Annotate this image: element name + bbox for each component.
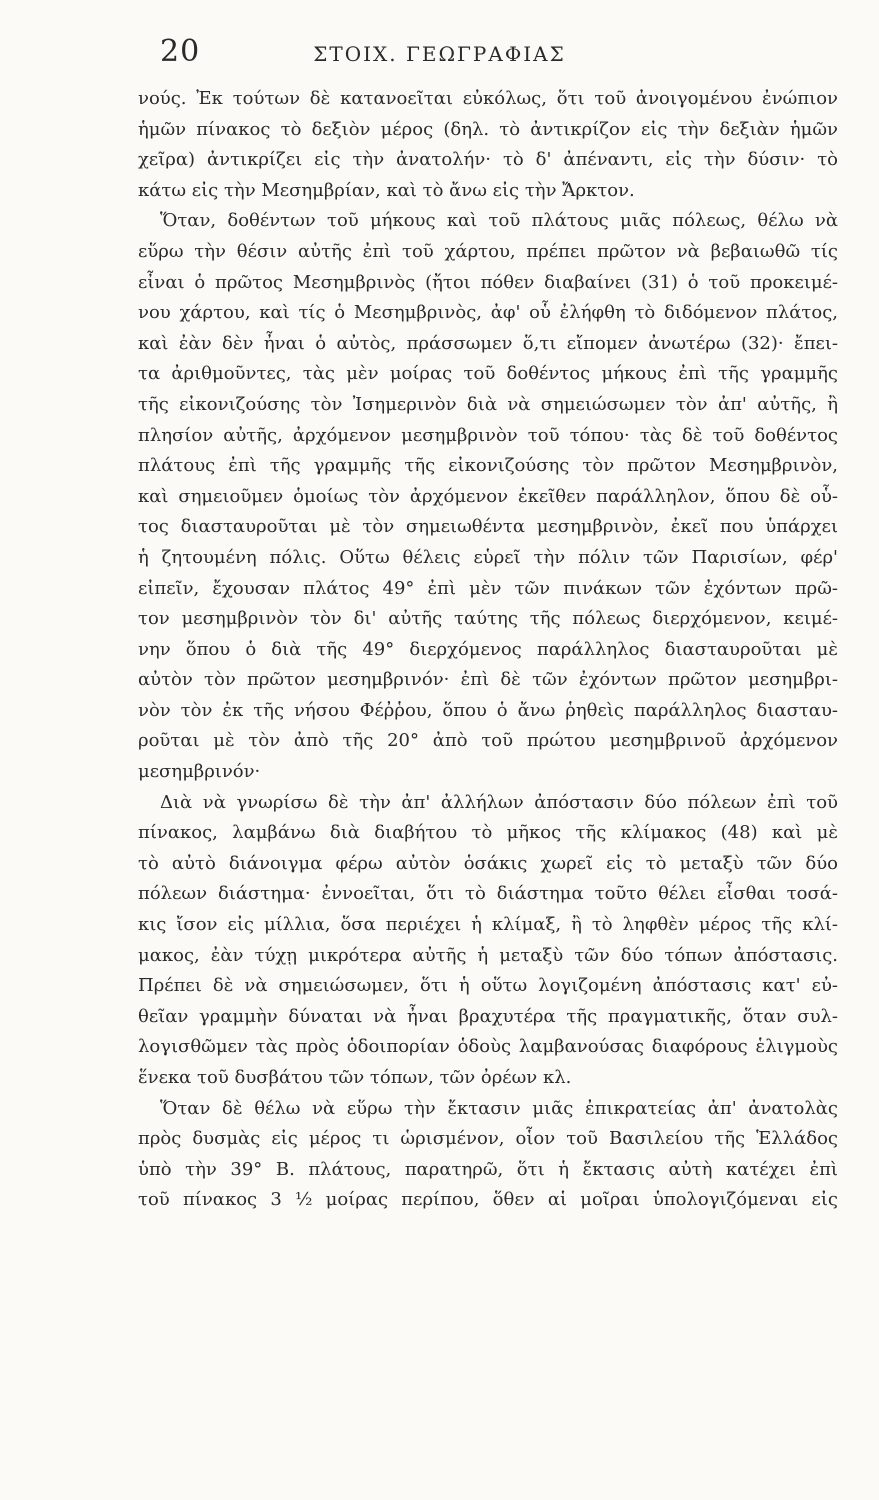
text-line: εὕρω τὴν θέσιν αὐτῆς ἐπὶ τοῦ χάρτου, πρέπει πρῶτον νὰ βεβαιωθῶ τίς	[138, 240, 838, 262]
text-line: πλησίον αὐτῆς, ἀρχόμενον μεσημβρινὸν τοῦ τόπου· τὰς δὲ τοῦ δοθέντος	[138, 424, 838, 446]
text-line: τῆς εἰκονιζούσης τὸν Ἰσημερινὸν διὰ νὰ σημειώσωμεν τὸν ἀπ' αὐτῆς, ἢ	[138, 393, 838, 415]
text-line: Ὅταν, δοθέντων τοῦ μήκους καὶ τοῦ πλάτους μιᾶς πόλεως, θέλω νὰ	[160, 210, 838, 232]
text-line: αὐτὸν τὸν πρῶτον μεσημβρινόν· ἐπὶ δὲ τῶν ἐχόντων πρῶτον μεσημβρι-	[138, 669, 838, 691]
text-line: τα ἀριθμοῦντες, τὰς μὲν μοίρας τοῦ δοθέντος μήκους ἐπὶ τῆς γραμμῆς	[138, 363, 838, 385]
text-line: νὸν τὸν ἐκ τῆς νήσου Φέῤῥου, ὅπου ὁ ἄνω ῥηθεὶς παράλληλος διασταυ-	[138, 699, 838, 721]
text-line: ἕνεκα τοῦ δυσβάτου τῶν τόπων, τῶν ὀρέων κλ.	[138, 1067, 572, 1088]
page-number: 20	[160, 34, 201, 69]
text-line: χεῖρα) ἀντικρίζει εἰς τὴν ἀνατολήν· τὸ δ' ἀπέναντι, εἰς τὴν δύσιν· τὸ	[138, 149, 838, 171]
text-line: κις ἴσον εἰς μίλλια, ὅσα περιέχει ἡ κλίμαξ, ἢ τὸ ληφθὲν μέρος τῆς κλί-	[138, 914, 838, 936]
text-line: ἡμῶν πίνακος τὸ δεξιὸν μέρος (δηλ. τὸ ἀντικρίζον εἰς τὴν δεξιὰν ἡμῶν	[138, 118, 838, 140]
text-line: πλάτους ἐπὶ τῆς γραμμῆς τῆς εἰκονιζούσης τὸν πρῶτον Μεσημβρινὸν,	[138, 455, 838, 477]
body-text	[138, 84, 838, 1216]
text-line: Πρέπει δὲ νὰ σημειώσωμεν, ὅτι ἡ οὕτω λογιζομένη ἀπόστασις κατ' εὐ-	[138, 975, 838, 997]
text-line: ροῦται μὲ τὸν ἀπὸ τῆς 20° ἀπὸ τοῦ πρώτου μεσημβρινοῦ ἀρχόμενον	[138, 730, 838, 752]
text-line: τὸ αὐτὸ διάνοιγμα φέρω αὐτὸν ὁσάκις χωρεῖ εἰς τὸ μεταξὺ τῶν δύο	[138, 852, 838, 874]
text-line: πόλεων διάστημα· ἐννοεῖται, ὅτι τὸ διάστημα τοῦτο θέλει εἶσθαι τοσά-	[138, 883, 838, 905]
text-line: πίνακος, λαμβάνω διὰ διαβήτου τὸ μῆκος τῆς κλίμακος (48) καὶ μὲ	[138, 822, 838, 844]
text-line: λογισθῶμεν τὰς πρὸς ὁδοιπορίαν ὁδοὺς λαμβανούσας διαφόρους ἑλιγμοὺς	[138, 1036, 838, 1058]
text-line: εἰπεῖν, ἔχουσαν πλάτος 49° ἐπὶ μὲν τῶν πινάκων τῶν ἐχόντων πρῶ-	[138, 577, 838, 599]
text-line: νου χάρτου, καὶ τίς ὁ Μεσημβρινὸς, ἀφ' οὗ ἐλήφθη τὸ διδόμενον πλάτος,	[138, 302, 838, 324]
text-line: ἡ ζητουμένη πόλις. Οὕτω θέλεις εὑρεῖ τὴν πόλιν τῶν Παρισίων, φέρ'	[138, 546, 838, 568]
running-head: ΣΤΟΙΧ. ΓΕΩΓΡΑΦΙΑΣ	[313, 42, 566, 66]
text-line: εἶναι ὁ πρῶτος Μεσημβρινὸς (ἤτοι πόθεν διαβαίνει (31) ὁ τοῦ προκειμέ-	[138, 271, 838, 293]
page-header	[160, 34, 719, 74]
text-line: πρὸς δυσμὰς εἰς μέρος τι ὡρισμένον, οἷον τοῦ Βασιλείου τῆς Ἑλλάδος	[138, 1128, 838, 1150]
text-line: Ὅταν δὲ θέλω νὰ εὕρω τὴν ἔκτασιν μιᾶς ἐπικρατείας ἀπ' ἀνατολὰς	[160, 1097, 838, 1119]
text-line: τοῦ πίνακος 3 ½ μοίρας περίπου, ὅθεν αἱ μοῖραι ὑπολογιζόμεναι εἰς	[138, 1189, 838, 1211]
text-line: καὶ σημειοῦμεν ὁμοίως τὸν ἀρχόμενον ἐκεῖθεν παράλληλον, ὅπου δὲ οὗ-	[138, 485, 838, 507]
text-line: κάτω εἰς τὴν Μεσημβρίαν, καὶ τὸ ἄνω εἰς τὴν Ἄρκτον.	[138, 179, 635, 201]
text-line: νην ὅπου ὁ διὰ τῆς 49° διερχόμενος παράλληλος διασταυροῦται μὲ	[138, 638, 838, 660]
text-line: νούς. Ἐκ τούτων δὲ κατανοεῖται εὐκόλως, ὅτι τοῦ ἀνοιγομένου ἐνώπιον	[138, 88, 838, 109]
text-line: τος διασταυροῦται μὲ τὸν σημειωθέντα μεσημβρινὸν, ἐκεῖ που ὑπάρχει	[138, 516, 838, 538]
text-line: μακος, ἐὰν τύχῃ μικρότερα αὐτῆς ἡ μεταξὺ τῶν δύο τόπων ἀπόστασις.	[138, 944, 838, 966]
text-line: καὶ ἐὰν δὲν ἦναι ὁ αὐτὸς, πράσσωμεν ὅ,τι εἴπομεν ἀνωτέρω (32)· ἔπει-	[138, 332, 838, 354]
text-line: ὑπὸ τὴν 39° Β. πλάτους, παρατηρῶ, ὅτι ἡ ἔκτασις αὐτὴ κατέχει ἐπὶ	[138, 1158, 838, 1180]
text-line: τον μεσημβρινὸν τὸν δι' αὐτῆς ταύτης τῆς πόλεως διερχόμενον, κειμέ-	[138, 608, 838, 630]
text-line: Διὰ νὰ γνωρίσω δὲ τὴν ἀπ' ἀλλήλων ἀπόστασιν δύο πόλεων ἐπὶ τοῦ	[160, 791, 838, 813]
text-line: μεσημβρινόν·	[138, 761, 261, 783]
text-line: θεῖαν γραμμὴν δύναται νὰ ἦναι βραχυτέρα τῆς πραγματικῆς, ὅταν συλ-	[138, 1005, 838, 1027]
